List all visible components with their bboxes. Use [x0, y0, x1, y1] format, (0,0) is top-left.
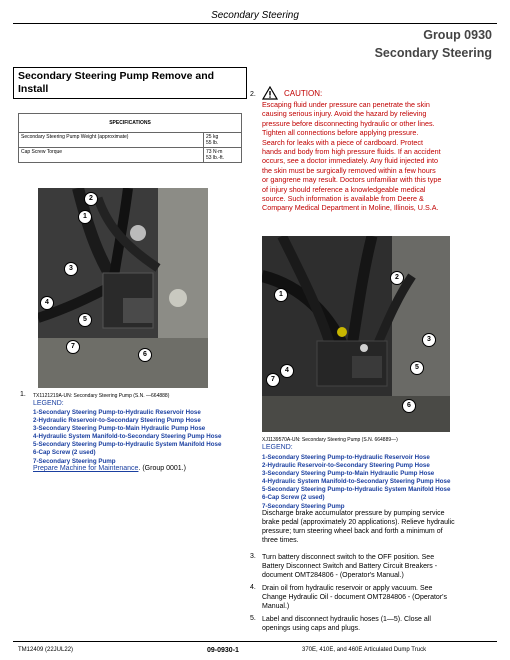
- callout-3: 3: [422, 333, 436, 347]
- specifications-heading: SPECIFICATIONS: [19, 114, 242, 133]
- specifications-table: [18, 113, 242, 163]
- list-item: 1-Secondary Steering Pump-to-Hydraulic Reservoir Hose: [262, 454, 430, 461]
- step-2-text: Discharge brake accumulator pressure by pumping service brake pedal (approximately 20 applications). Relieve hydraulic pressure; turn steering wheel back and forth a minimum of three times.: [262, 510, 455, 544]
- list-item: 4-Hydraulic System Manifold-to-Secondary Steering Pump Hose: [33, 433, 222, 441]
- running-title: Secondary Steering: [211, 10, 299, 21]
- list-item: 7-Secondary Steering Pump: [262, 502, 345, 510]
- list-item: 6-Cap Screw (2 used): [33, 449, 96, 457]
- header-rule: [13, 23, 497, 24]
- footer-page: 09-0930-1: [207, 647, 239, 654]
- callout-7: 7: [266, 373, 280, 387]
- list-item: 5-Secondary Steering Pump-to-Hydraulic System Manifold Hose: [33, 441, 222, 449]
- callout-5: 5: [78, 313, 92, 327]
- table-row: Secondary Steering Pump Weight (approximate) 25 kg 55 lb.: [19, 133, 242, 148]
- list-item: 5-Secondary Steering Pump-to-Hydraulic System Manifold Hose: [262, 486, 451, 494]
- step-4-text: Drain oil from hydraulic reservoir or apply vacuum. See Change Hydraulic Oil - document OMT284806 - (Operator's Manual.): [262, 585, 447, 610]
- prepare-machine-link[interactable]: Prepare Machine for Maintenance: [33, 465, 139, 472]
- group-title: Group 0930: [423, 28, 492, 42]
- figure-1-id: TX1121219A-UN: Secondary Steering Pump (S.N. —664888): [33, 393, 170, 399]
- legend-label: LEGEND:: [262, 444, 293, 451]
- figure-2-photo: [262, 236, 450, 432]
- callout-3: 3: [64, 262, 78, 276]
- procedure-title: Secondary Steering Pump Remove and Install: [18, 70, 215, 95]
- figure-2-id: XJ1139570A-UN: Secondary Steering Pump (S.N. 664889—): [262, 437, 398, 443]
- step-3-text: Turn battery disconnect switch to the OFF position. See Battery Disconnect Switch and Battery Circuit Breakers - document OMT284806 - (Operator's Manual.): [262, 554, 438, 579]
- step-4-number: 4.: [250, 584, 256, 591]
- list-item: 2-Hydraulic Reservoir-to-Secondary Steering Pump Hose: [33, 417, 201, 425]
- prepare-machine-ref: Prepare Machine for Maintenance. (Group 0001.): [33, 465, 186, 472]
- section-title: Secondary Steering: [374, 46, 492, 60]
- step-5-text: Label and disconnect hydraulic hoses (1—5). Close all openings using caps and plugs.: [262, 616, 431, 632]
- step-2-legend: [262, 454, 502, 511]
- footer-model: 370E, 410E, and 460E Articulated Dump Truck: [302, 647, 427, 653]
- callout-4: 4: [40, 296, 54, 310]
- list-item: 3-Secondary Steering Pump-to-Main Hydraulic Pump Hose: [262, 470, 435, 478]
- list-item: 7-Secondary Steering Pump: [33, 457, 116, 465]
- table-row: Cap Screw Torque 73 N·m 53 lb.-ft.: [19, 148, 242, 163]
- callout-6: 6: [402, 399, 416, 413]
- caution-text: Escaping fluid under pressure can penetrate the skin causing serious injury. Avoid the hazard by relieving pressure before disconnecting hydraulic or other lines. Tighten all connections before applying pressure. Search for leaks with a piece of cardboard. Protect hands and body from high pressure fluids. If an accident occurs, see a doctor immediately. Any fluid injected into the skin must be surgically removed within a few hours or gangrene may result. Doctors unfamiliar with this type of injury should reference a knowledgeable medical source. Such information is available from Deere & Company Medical Department in Moline, Illinois, U.S.A.: [262, 100, 442, 213]
- figure-1-photo: [38, 188, 208, 388]
- callout-1: 1: [274, 288, 288, 302]
- step-2-number: 2.: [250, 91, 256, 98]
- step-1-legend: [33, 409, 253, 466]
- list-item: 1-Secondary Steering Pump-to-Hydraulic Reservoir Hose: [33, 409, 201, 416]
- step-5-number: 5.: [250, 615, 256, 622]
- list-item: 2-Hydraulic Reservoir-to-Secondary Steering Pump Hose: [262, 462, 430, 470]
- callout-2: 2: [390, 271, 404, 285]
- footer-doc: TM12409 (22JUL22): [18, 647, 74, 653]
- list-item: 6-Cap Screw (2 used): [262, 494, 325, 502]
- callout-2: 2: [84, 192, 98, 206]
- step-3-number: 3.: [250, 553, 256, 560]
- list-item: 3-Secondary Steering Pump-to-Main Hydraulic Pump Hose: [33, 425, 206, 433]
- legend-label: LEGEND:: [33, 400, 64, 407]
- callout-4: 4: [280, 364, 294, 378]
- callout-5: 5: [410, 361, 424, 375]
- footer-rule: [13, 641, 497, 642]
- callout-1: 1: [78, 210, 92, 224]
- step-1-number: 1.: [20, 391, 26, 398]
- callout-6: 6: [138, 348, 152, 362]
- caution-title: CAUTION:: [284, 89, 323, 98]
- list-item: 4-Hydraulic System Manifold-to-Secondary Steering Pump Hose: [262, 478, 451, 486]
- callout-7: 7: [66, 340, 80, 354]
